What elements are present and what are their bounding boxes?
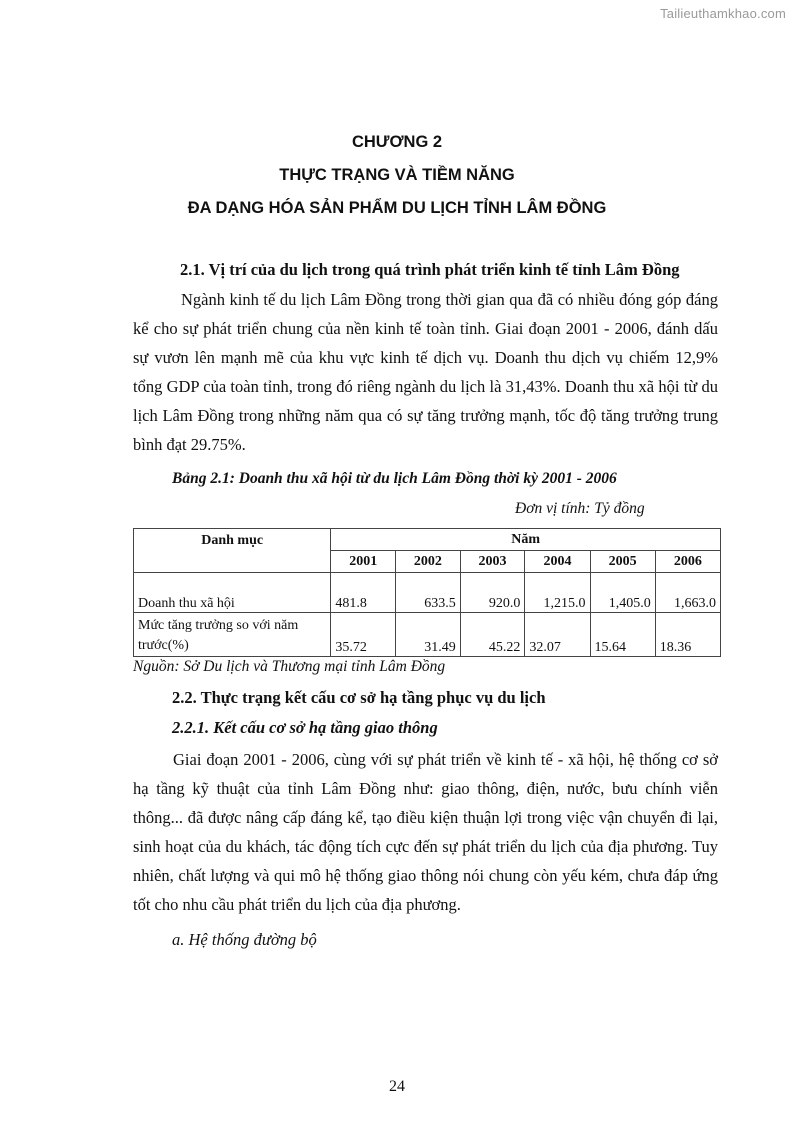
section-2-2-1-paragraph-text: Giai đoạn 2001 - 2006, cùng với sự phát triển về kinh tế - xã hội, hệ thống cơ sở hạ tầng kỹ thuật của tỉnh Lâm Đồng như: giao thông, điện, nước, bưu chính viễn thông... đã được nâng cấp đáng kể, tạo điều kiện thuận lợi trong việc vận chuyển đi lại, sinh hoạt của du khách, tác động tích cực đến sự phát triển du lịch của địa phương. Tuy nhiên, chất lượng và qui mô hệ thống giao thông nói chung còn yếu kém, chưa đáp ứng tốt cho nhu cầu phát triển du lịch của địa phương. xyxy=(133,750,718,914)
page-number: 24 xyxy=(389,1078,405,1095)
section-2-1-paragraph xyxy=(133,285,718,459)
section-2-1-paragraph-text: Ngành kinh tế du lịch Lâm Đồng trong thời gian qua đã có nhiều đóng góp đáng kể cho sự phát triển chung của nền kinh tế toàn tỉnh. Giai đoạn 2001 - 2006, đánh dấu sự vươn lên mạnh mẽ của khu vực kinh tế dịch vụ. Doanh thu dịch vụ chiếm 12,9% tổng GDP của toàn tỉnh, trong đó riêng ngành du lịch là 31,43%. Doanh thu xã hội từ du lịch Lâm Đồng trong những năm qua có sự tăng trưởng mạnh, tốc độ tăng trưởng trung bình đạt 29.75%. xyxy=(133,290,718,454)
row-label: Mức tăng trưởng so với năm trước(%) xyxy=(134,613,331,657)
year-cell: 2004 xyxy=(525,551,590,573)
table-cell: 32.07 xyxy=(525,613,590,657)
section-2-2-heading: 2.2. Thực trạng kết cấu cơ sở hạ tầng phục vụ du lịch xyxy=(172,688,546,707)
watermark: Tailieuthamkhao.com xyxy=(660,6,786,21)
year-cell: 2005 xyxy=(590,551,655,573)
table-cell: 1,405.0 xyxy=(590,573,655,613)
year-cell: 2006 xyxy=(655,551,720,573)
table-row xyxy=(134,573,721,613)
chapter-number: CHƯƠNG 2 xyxy=(351,133,443,151)
chapter-title-line2: ĐA DẠNG HÓA SẢN PHẨM DU LỊCH TỈNH LÂM ĐỒNG xyxy=(187,199,607,217)
table-cell: 15.64 xyxy=(590,613,655,657)
section-2-1-heading: 2.1. Vị trí của du lịch trong quá trình phát triển kinh tế tỉnh Lâm Đồng xyxy=(180,260,680,279)
item-a-heading: a. Hệ thống đường bộ xyxy=(172,930,317,949)
table-cell: 1,663.0 xyxy=(655,573,720,613)
revenue-table xyxy=(133,528,721,657)
table-cell: 633.5 xyxy=(396,573,461,613)
table-cell: 35.72 xyxy=(331,613,396,657)
section-2-2-1-paragraph xyxy=(133,745,718,919)
table-source: Nguồn: Sở Du lịch và Thương mại tỉnh Lâm Đồng xyxy=(133,658,446,675)
year-cell: 2003 xyxy=(460,551,525,573)
year-cell: 2001 xyxy=(331,551,396,573)
row-label: Doanh thu xã hội xyxy=(134,573,331,613)
section-2-2-1-heading: 2.2.1. Kết cấu cơ sở hạ tầng giao thông xyxy=(172,718,438,737)
table-caption: Bảng 2.1: Doanh thu xã hội từ du lịch Lâm Đồng thời kỳ 2001 - 2006 xyxy=(172,470,617,487)
header-year: Năm xyxy=(331,529,721,551)
table-cell: 1,215.0 xyxy=(525,573,590,613)
table-cell: 920.0 xyxy=(460,573,525,613)
table-row xyxy=(134,613,721,657)
table-cell: 45.22 xyxy=(460,613,525,657)
table-cell: 18.36 xyxy=(655,613,720,657)
year-cell: 2002 xyxy=(396,551,461,573)
table-cell: 31.49 xyxy=(396,613,461,657)
table-unit: Đơn vị tính: Tỷ đồng xyxy=(515,500,645,517)
chapter-title-line1: THỰC TRẠNG VÀ TIỀM NĂNG xyxy=(279,166,515,184)
header-category: Danh mục xyxy=(134,529,331,573)
table-cell: 481.8 xyxy=(331,573,396,613)
